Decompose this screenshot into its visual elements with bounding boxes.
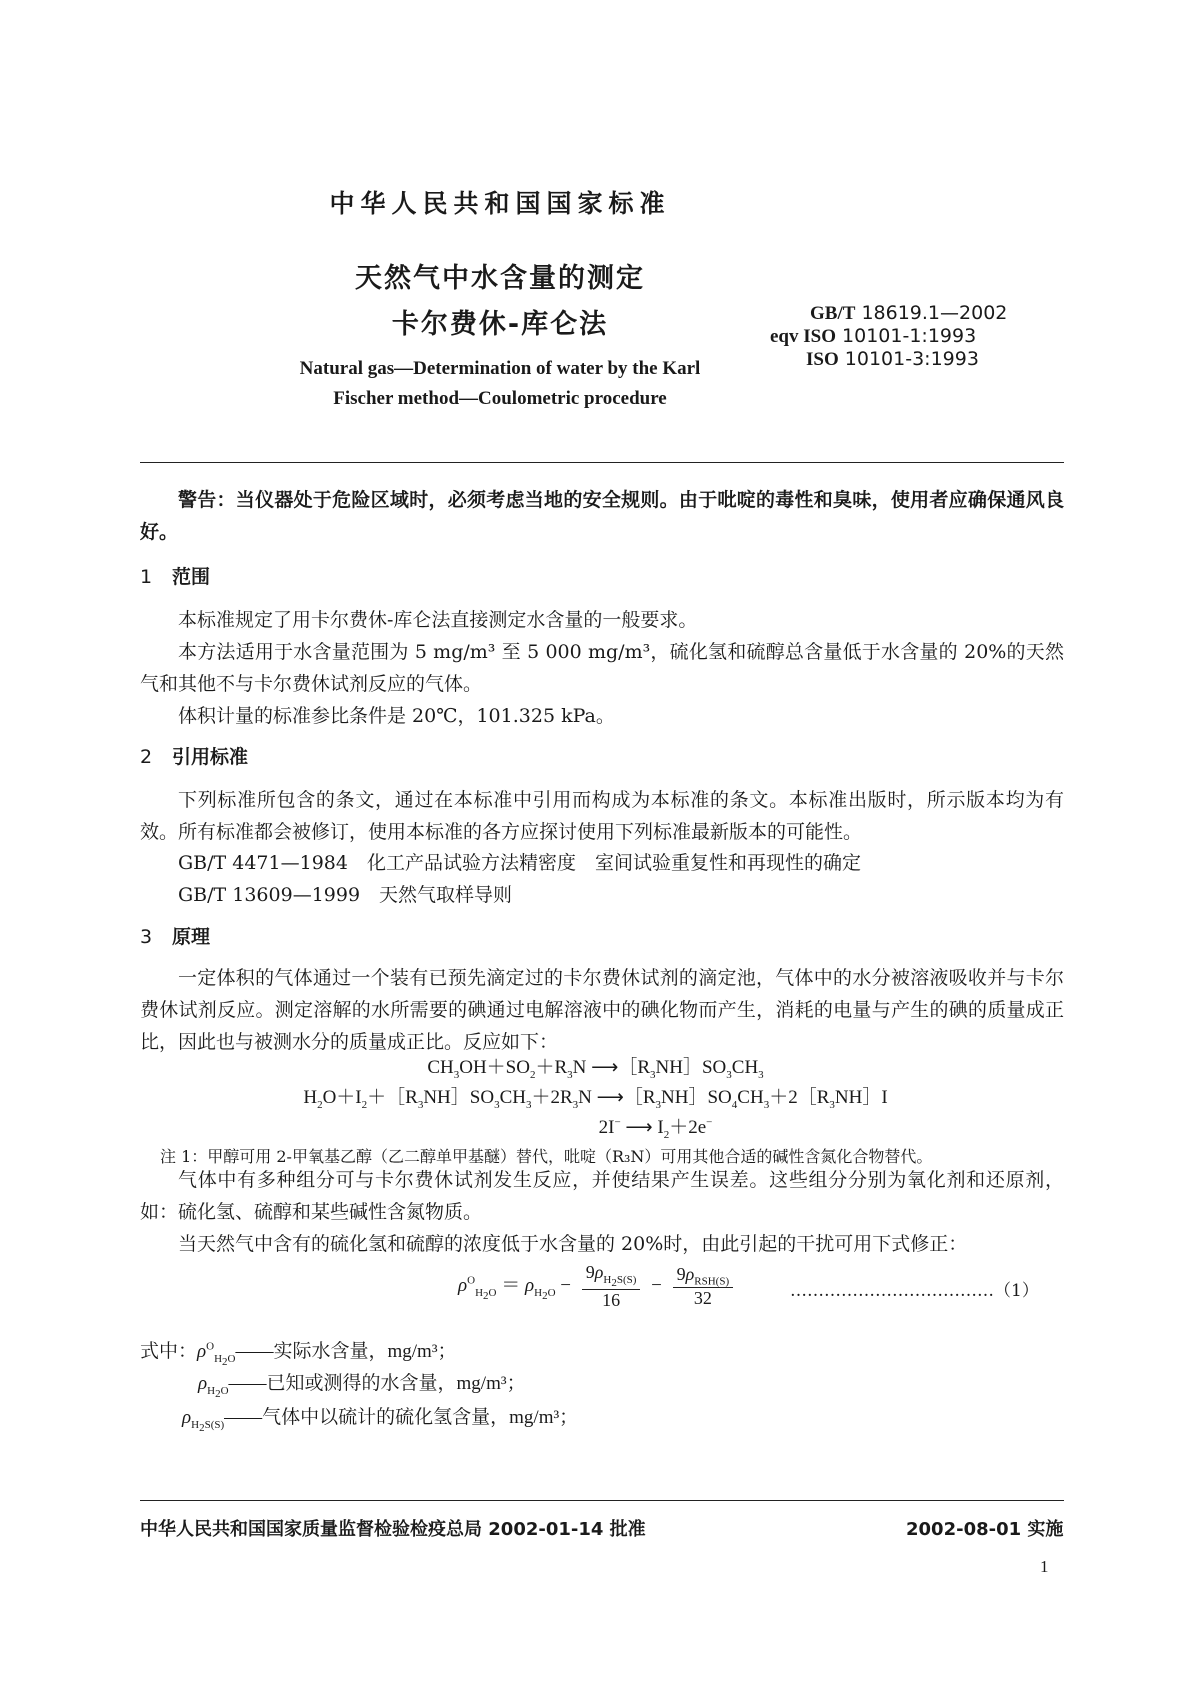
reaction-equation-3: 2I− ⟶ $I_2+2e^-$ bbox=[598, 1116, 713, 1141]
title-en-line1: Natural gas—Determination of water by the Karl bbox=[299, 358, 701, 379]
section-3-p3: 当天然气中含有的硫化氢和硫醇的浓度低于水含量的 20%时，由此引起的干扰可用下式修正： bbox=[178, 1233, 968, 1255]
reference-2: GB/T 13609—1999 天然气取样导则 bbox=[178, 884, 513, 906]
definition-1: 式中：$\rho^O_{H_2O}——$实际水含量，mg/m³； bbox=[140, 1340, 457, 1368]
definition-3: $\rho_{H_2S(S)}——$气体中以硫计的硫化氢含量，mg/m³； bbox=[182, 1407, 579, 1434]
page-number: 1 bbox=[1040, 1557, 1049, 1576]
section-1-p2: 本方法适用于水含量范围为 5 mg/m³ 至 5 000 mg/m³，硫化氢和硫醇总含量低于水含量的 20%的天然气和其他不与卡尔费休试剂反应的气体。 bbox=[140, 641, 1064, 695]
note-1: 注 1：甲醇可用 2-甲氧基乙醇（乙二醇单甲基醚）替代，吡啶（R₃N）可用其他合适的碱性含氮化合物替代。 bbox=[160, 1147, 933, 1166]
approval-text: 中华人民共和国国家质量监督检验检疫总局 2002-01-14 批准 bbox=[140, 1519, 646, 1540]
section-3-heading: 3 原理 bbox=[140, 926, 211, 948]
section-3-p1: 一定体积的气体通过一个装有已预先滴定过的卡尔费休试剂的滴定池，气体中的水分被溶液吸收并与卡尔费休试剂反应。测定溶解的水所需要的碘通过电解溶液中的碘化物而产生，消耗的电量与产生的碘的质量成正比，因此也与被测水分的质量成正比。反应如下： bbox=[140, 967, 1064, 1053]
footer-divider bbox=[140, 1500, 1064, 1501]
section-1-heading: 1 范围 bbox=[140, 566, 211, 588]
section-2-p1: 下列标准所包含的条文，通过在本标准中引用而构成为本标准的条文。本标准出版时，所示版本均为有效。所有标准都会被修订，使用本标准的各方应探讨使用下列标准最新版本的可能性。 bbox=[140, 789, 1064, 843]
formula-1: $\rho^O_{H_2O} = \rho_{H_2O}$ − $\frac{9\rho_{H_2S(S)}}{16}$ − $\frac{9\rho_{RSH(S)}}{32}$ bbox=[458, 1262, 739, 1311]
reaction-equation-1: $CH_3OH+SO_2+R_3N$ $⟶[R_3NH]SO_3CH_3$ bbox=[427, 1057, 764, 1081]
reference-1: GB/T 4471—1984 化工产品试验方法精密度 室间试验重复性和再现性的确定 bbox=[178, 852, 861, 874]
definition-2: $\rho_{H_2O}——$已知或测得的水含量，mg/m³； bbox=[198, 1373, 526, 1400]
section-1-p1: 本标准规定了用卡尔费休-库仑法直接测定水含量的一般要求。 bbox=[178, 609, 698, 631]
title-zh-line1: 天然气中水含量的测定 bbox=[355, 263, 645, 294]
warning-text: 警告：当仪器处于危险区域时，必须考虑当地的安全规则。由于吡啶的毒性和臭味，使用者应确保通风良好。 bbox=[140, 489, 1064, 543]
section-3-p2: 气体中有多种组分可与卡尔费休试剂发生反应，并使结果产生误差。这些组分分别为氧化剂和还原剂，如：硫化氢、硫醇和某些碱性含氮物质。 bbox=[140, 1169, 1064, 1223]
header-divider bbox=[140, 462, 1064, 463]
equation-number: ………………………………（1） bbox=[790, 1281, 1039, 1301]
section-1-p3: 体积计量的标准参比条件是 20℃，101.325 kPa。 bbox=[178, 705, 615, 727]
reaction-equation-2: $H_2O+I_2+[R_3NH]SO_3CH_3+2R_3N$ $⟶[R_3NH]SO_4CH_3+2[R_3NH]I$ bbox=[303, 1087, 888, 1111]
code-main: GB/T 18619.1—2002 bbox=[810, 302, 1008, 324]
title-zh-line2: 卡尔费休-库仑法 bbox=[391, 309, 609, 340]
code-eqv: eqv ISO 10101-1:1993 bbox=[770, 325, 977, 347]
title-en-line2: Fischer method—Coulometric procedure bbox=[333, 388, 667, 409]
standard-title: 中华人民共和国国家标准 bbox=[329, 189, 671, 218]
code-iso: ISO 10101-3:1993 bbox=[806, 348, 979, 370]
implementation-date: 2002-08-01 实施 bbox=[906, 1519, 1064, 1540]
section-2-heading: 2 引用标准 bbox=[140, 746, 249, 768]
